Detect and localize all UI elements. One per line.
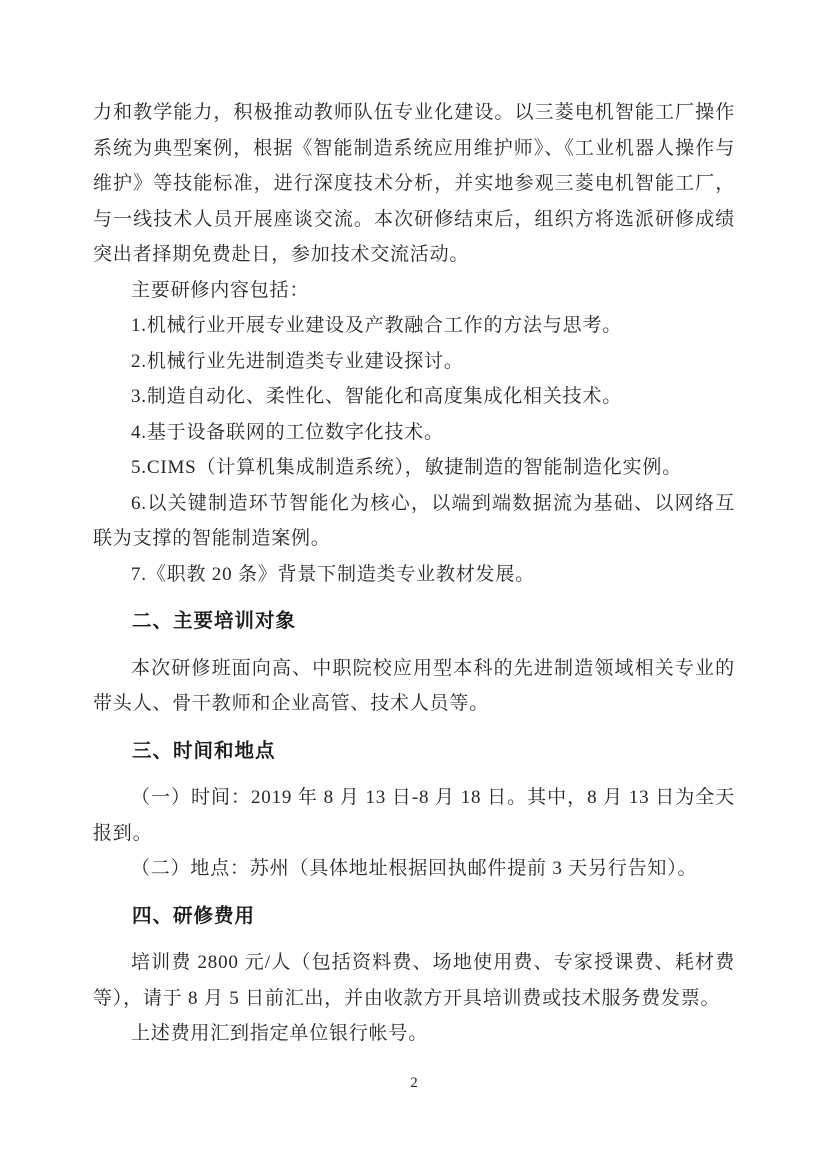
list-item-7: 7.《职教 20 条》背景下制造类专业教材发展。 (131, 563, 535, 585)
list-item-2: 2.机械行业先进制造类专业建设探讨。 (131, 350, 464, 372)
heading-section-4-fee: 四、研修费用 (132, 904, 256, 927)
paragraph-training-target: 本次研修班面向高、中职院校应用型本科的先进制造领域相关专业的带头人、骨干教师和企业高管、技术人员等。 (93, 657, 735, 714)
paragraph-location: （二）地点：苏州（具体地址根据回执邮件提前 3 天另行告知）。 (131, 858, 698, 879)
page-content (93, 95, 735, 1052)
paragraph-time: （一）时间：2019 年 8 月 13 日-8 月 18 日。其中，8 月 13 日为全天报到。 (93, 787, 735, 844)
list-item-5: 5.CIMS（计算机集成制造系统），敏捷制造的智能制造化实例。 (131, 457, 683, 478)
list-item-1: 1.机械行业开展专业建设及产教融合工作的方法与思考。 (131, 315, 623, 336)
heading-section-2-training-target: 二、主要培训对象 (132, 610, 297, 632)
paragraph-content-intro: 主要研修内容包括： (131, 279, 310, 301)
paragraph-fee-note: 上述费用汇到指定单位银行帐号。 (131, 1023, 429, 1044)
list-item-4: 4.基于设备联网的工位数字化技术。 (131, 421, 444, 443)
list-item-6: 6.以关键制造环节智能化为核心，以端到端数据流为基础、以网络互联为支撑的智能制造案例。 (93, 492, 735, 549)
paragraph-continuation: 力和教学能力，积极推动教师队伍专业化建设。以三菱电机智能工厂操作系统为典型案例，根据《智能制造系统应用维护师》、《工业机器人操作与维护》等技能标准，进行深度技术分析，并实地参观三菱电机智能工厂，与一线技术人员开展座谈交流。本次研修结束后，组织方将选派研修成绩突出者择期免费赴日，参加技术交流活动。 (93, 102, 735, 265)
page-footer (93, 1074, 735, 1092)
list-item-3: 3.制造自动化、柔性化、智能化和高度集成化相关技术。 (131, 386, 623, 407)
paragraph-fee: 培训费 2800 元/人（包括资料费、场地使用费、专家授课费、耗材费等），请于 8 月 5 日前汇出，并由收款方开具培训费或技术服务费发票。 (93, 952, 735, 1009)
page-number: 2 (410, 1075, 418, 1091)
heading-section-3-time-location: 三、时间和地点 (132, 739, 276, 762)
